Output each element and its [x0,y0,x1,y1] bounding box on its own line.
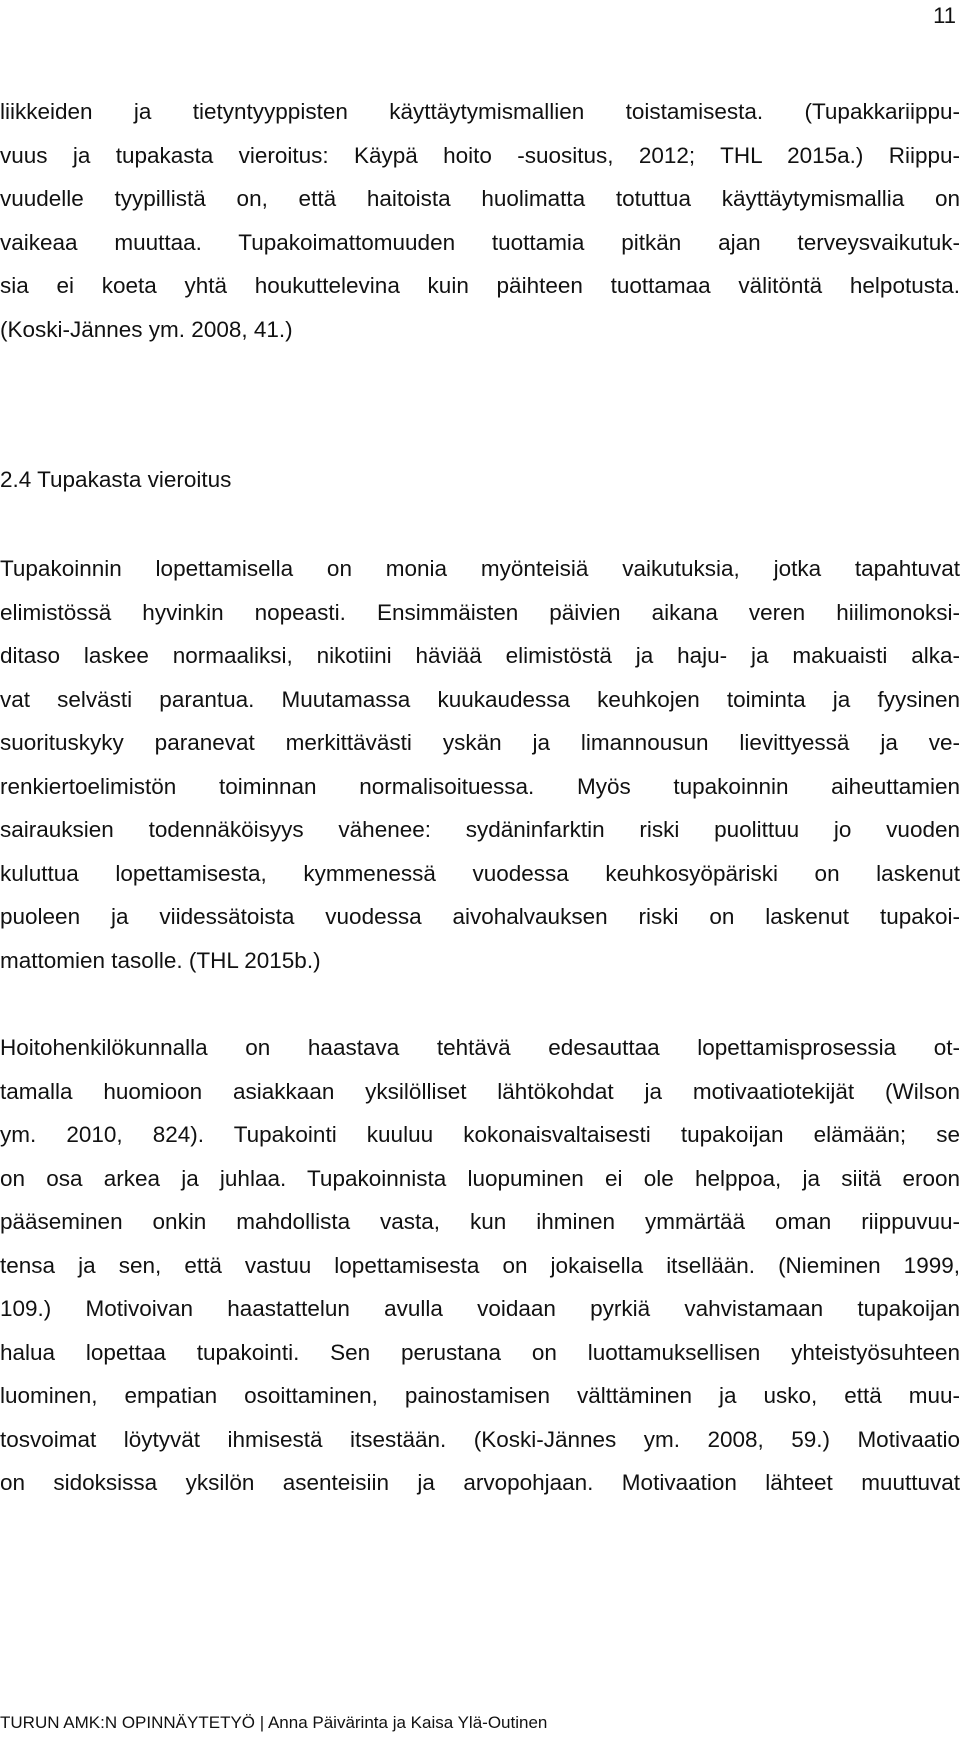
text-line: vaikeaa muuttaa. Tupakoimattomuuden tuottamia pitkän ajan terveysvaikutuk- [0,230,960,255]
text-line: luominen, empatian osoittaminen, painostamisen välttäminen ja usko, että muu- [0,1383,960,1408]
text-line: Hoitohenkilökunnalla on haastava tehtävä edesauttaa lopettamisprosessia ot- [0,1035,960,1060]
text-line: halua lopettaa tupakointi. Sen perustana on luottamuksellisen yhteistyösuhteen [0,1340,960,1365]
text-line: puoleen ja viidessätoista vuodessa aivohalvauksen riski on laskenut tupakoi- [0,904,960,929]
text-line: sairauksien todennäköisyys vähenee: sydäninfarktin riski puolittuu jo vuoden [0,817,960,842]
text-line: kuluttua lopettamisesta, kymmenessä vuodessa keuhkosyöpäriski on laskenut [0,861,960,886]
text-line: vuudelle tyypillistä on, että haitoista huolimatta totuttua käyttäytymismallia on [0,186,960,211]
text-line: 109.) Motivoivan haastattelun avulla voidaan pyrkiä vahvistamaan tupakoijan [0,1296,960,1321]
text-line: elimistössä hyvinkin nopeasti. Ensimmäisten päivien aikana veren hiilimonoksi- [0,600,960,625]
text-line: ditaso laskee normaaliksi, nikotiini häviää elimistöstä ja haju- ja makuaisti alka- [0,643,960,668]
text-line: on osa arkea ja juhlaa. Tupakoinnista luopuminen ei ole helppoa, ja siitä eroon [0,1166,960,1191]
page-footer: TURUN AMK:N OPINNÄYTETYÖ | Anna Päivärinta ja Kaisa Ylä-Outinen [0,1713,548,1732]
page-number: 11 [933,3,956,28]
text-line: mattomien tasolle. (THL 2015b.) [0,948,321,973]
text-line: tamalla huomioon asiakkaan yksilölliset lähtökohdat ja motivaatiotekijät (Wilson [0,1079,960,1104]
text-line: tensa ja sen, että vastuu lopettamisesta on jokaisella itsellään. (Nieminen 1999, [0,1253,960,1278]
text-line: (Koski-Jännes ym. 2008, 41.) [0,317,293,342]
text-line: on sidoksissa yksilön asenteisiin ja arvopohjaan. Motivaation lähteet muuttuvat [0,1470,960,1495]
text-line: vat selvästi parantua. Muutamassa kuukaudessa keuhkojen toiminta ja fyysinen [0,687,960,712]
section-heading: 2.4 Tupakasta vieroitus [0,467,232,492]
text-line: liikkeiden ja tietyntyyppisten käyttäytymismallien toistamisesta. (Tupakkariippu- [0,99,960,124]
text-line: renkiertoelimistön toiminnan normalisoituessa. Myös tupakoinnin aiheuttamien [0,774,960,799]
text-line: pääseminen onkin mahdollista vasta, kun ihminen ymmärtää oman riippuvuu- [0,1209,960,1234]
text-line: ym. 2010, 824). Tupakointi kuuluu kokonaisvaltaisesti tupakoijan elämään; se [0,1122,960,1147]
text-line: sia ei koeta yhtä houkuttelevina kuin päihteen tuottamaa välitöntä helpotusta. [0,273,960,298]
text-line: vuus ja tupakasta vieroitus: Käypä hoito -suositus, 2012; THL 2015a.) Riippu- [0,143,960,168]
text-line: Tupakoinnin lopettamisella on monia myönteisiä vaikutuksia, jotka tapahtuvat [0,556,960,581]
text-line: tosvoimat löytyvät ihmisestä itsestään. (Koski-Jännes ym. 2008, 59.) Motivaatio [0,1427,960,1452]
text-line: suorituskyky paranevat merkittävästi yskän ja limannousun lievittyessä ja ve- [0,730,960,755]
